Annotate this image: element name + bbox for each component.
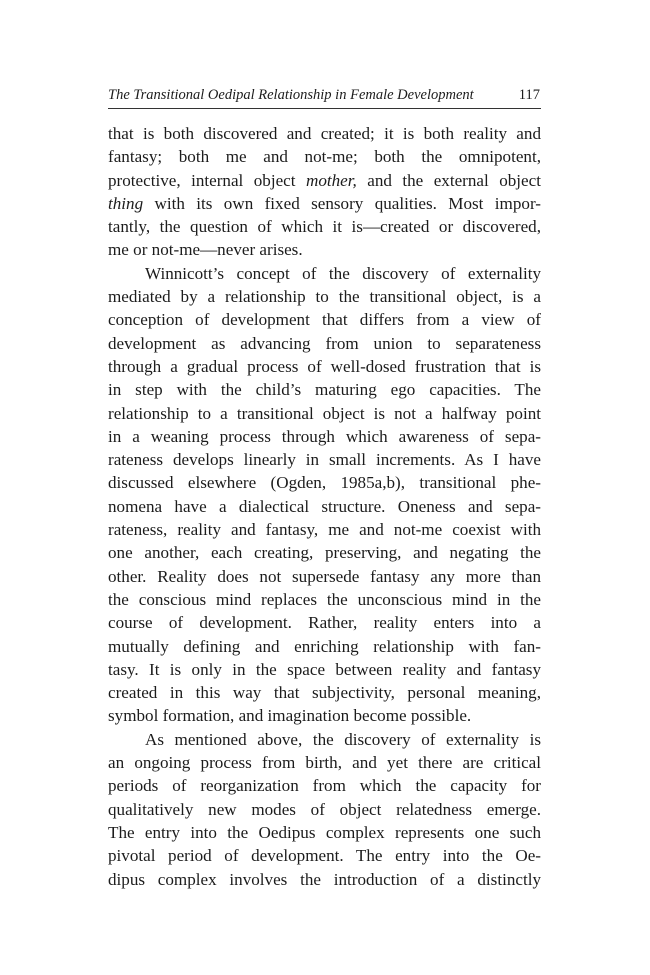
text-line	[108, 169, 541, 192]
text-line: development as advancing from union to separateness	[108, 333, 541, 353]
text-line: in step with the child’s maturing ego capacities. The	[108, 380, 541, 400]
text-line: discussed elsewhere (Ogden, 1985a,b), transitional phe-	[108, 473, 541, 493]
text-line: one another, each creating, preserving, and negating the	[108, 543, 541, 563]
text-line: dipus complex involves the introduction of a distinctly	[108, 869, 541, 889]
text-line: relationship to a transitional object is not a halfway point	[108, 403, 541, 423]
text-line: mediated by a relationship to the transitional object, is a	[108, 287, 541, 307]
text-line: periods of reorganization from which the capacity for	[108, 776, 541, 796]
text-line: in a weaning process through which awareness of sepa-	[108, 426, 541, 446]
text-line: Winnicott’s concept of the discovery of externality	[145, 263, 541, 283]
text-line: fantasy; both me and not-me; both the omnipotent,	[108, 147, 541, 167]
text-line: created in this way that subjectivity, personal meaning,	[108, 683, 541, 703]
text-line: tasy. It is only in the space between reality and fantasy	[108, 659, 541, 679]
text-line: tantly, the question of which it is—created or discovered,	[108, 217, 541, 237]
text-line: the conscious mind replaces the unconscious mind in the	[108, 589, 541, 609]
text-line: me or not-me—never arises.	[108, 240, 303, 260]
emphasized-word: thing	[108, 193, 144, 213]
text-line: that is both discovered and created; it is both reality and	[108, 124, 541, 143]
running-head	[108, 86, 541, 109]
text-line: conception of development that differs from a view of	[108, 310, 541, 330]
book-page	[108, 86, 541, 891]
text-line: rateness develops linearly in small increments. As I have	[108, 450, 541, 470]
text-segment: and the external object	[356, 170, 541, 190]
text-segment: with its own fixed sensory qualities. Most impor-	[143, 193, 541, 213]
text-line	[108, 192, 541, 215]
running-title: The Transitional Oedipal Relationship in Female Development	[108, 87, 474, 103]
emphasized-word: mother,	[305, 170, 357, 190]
page-number: 117	[518, 87, 540, 103]
text-line: As mentioned above, the discovery of externality is	[145, 729, 541, 749]
text-line: qualitatively new modes of object relatedness emerge.	[108, 799, 541, 819]
text-line: symbol formation, and imagination become possible.	[108, 706, 472, 726]
text-line: through a gradual process of well-dosed frustration that is	[108, 356, 541, 376]
text-line: other. Reality does not supersede fantasy any more than	[108, 566, 541, 586]
text-line: nomena have a dialectical structure. Oneness and sepa-	[108, 496, 541, 516]
text-segment: protective, internal object	[108, 170, 306, 190]
text-line: mutually defining and enriching relationship with fan-	[108, 636, 541, 656]
text-line: rateness, reality and fantasy, me and not-me coexist with	[108, 520, 541, 540]
text-line: pivotal period of development. The entry into the Oe-	[108, 846, 541, 866]
text-line: an ongoing process from birth, and yet there are critical	[108, 753, 541, 773]
text-line: The entry into the Oedipus complex represents one such	[108, 822, 541, 842]
text-line: course of development. Rather, reality enters into a	[108, 613, 541, 633]
body-text	[108, 122, 541, 891]
